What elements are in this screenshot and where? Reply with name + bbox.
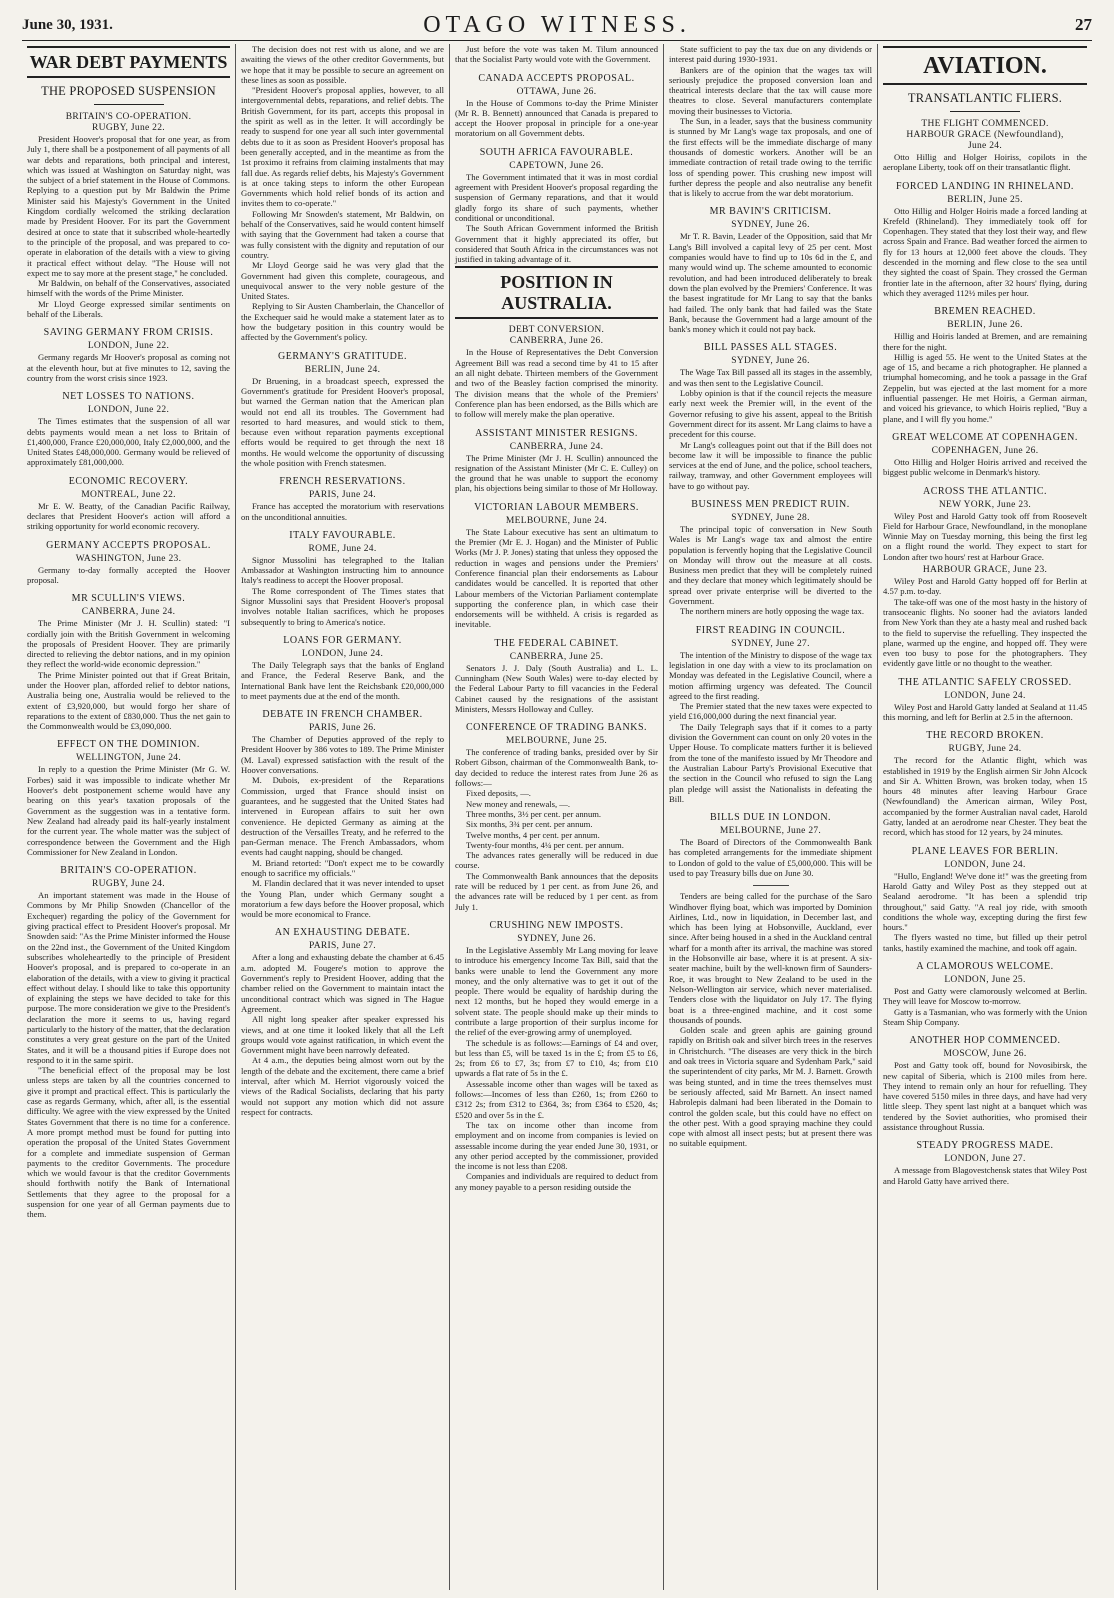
- article-paragraph: The Times estimates that the suspension of all war debts payments would mean a net loss to Britain of £1,400,000, France £20,000,000, Italy £2,000,000, and the United States £48,000,000. Germany would be relieved of approximately £81,000,000.: [27, 416, 230, 468]
- article-paragraph: Hillig and Hoiris landed at Bremen, and are remaining there for the night.: [883, 331, 1087, 352]
- newspaper-title: OTAGO WITNESS.: [423, 11, 691, 38]
- divider: [950, 111, 1020, 112]
- dateline: SYDNEY, June 26.: [731, 356, 810, 367]
- section-subheading: TRANSATLANTIC FLIERS.: [907, 91, 1063, 105]
- article-headline: STEADY PROGRESS MADE.: [916, 1140, 1054, 1152]
- article-paragraph: An important statement was made in the House of Commons by Mr Philip Snowden (Chancellor of the Exchequer) regarding the policy of the Government for giving practical effect to President Hoover's proposal. Mr Snowden said: "As the Prime Minister informed the House on the 22nd inst., the Government of the United Kingdom subscribes wholeheartedly to the principle of President Hoover's proposal, and is prepared to co-operate in an elaboration of the details, with a view to giving it practical effect without delay. I should like to take this opportunity of explaining the steps we have decided to take for this purpose. The more consideration we give to the President's declaration the more it seems to us, having regard particularly to the history of the matter, that the declaration constitutes a very great gesture on the part of the United States, and it will be a thousand pities if Europe does not respond to it in the same spirit.: [27, 890, 230, 1065]
- dateline: SYDNEY, June 27.: [731, 638, 810, 649]
- article-headline: ECONOMIC RECOVERY.: [68, 475, 189, 487]
- article-paragraph: M. Dubois, ex-president of the Reparations Commission, urged that France should insist on guarantees, and he suggested that the United States had intervened in European affairs to suit her own convenience. He depicted Germany as aiming at the destruction of the Versailles Treaty, and he referred to the pan-German menace. The French Ambassadors, whom events had caught napping, should be changed.: [241, 775, 444, 858]
- section-heading-war-debt: WAR DEBT PAYMENTS: [27, 46, 230, 78]
- dateline: WASHINGTON, June 23.: [75, 553, 182, 564]
- dateline: CANBERRA, June 26.: [509, 336, 604, 347]
- article-headline: PLANE LEAVES FOR BERLIN.: [911, 845, 1059, 857]
- column-2: [236, 44, 450, 1590]
- article-paragraph: After a long and exhausting debate the chamber at 6.45 a.m. adopted M. Fougere's motion to approve the Government's reply to President Hoover, adding that the chamber relied on the Government to maintain intact the unconditional contract which was signed in The Hague Agreement.: [241, 952, 444, 1014]
- article-paragraph: Hillig is aged 55. He went to the United States at the age of 15, and became a rich photographer. He planned a triumphal homecoming, and he took a passage in the Graf Zeppelin, but was ejected at the last moment for a more influential passenger. He met Hoiris, a German airman, and voiced his grievance, to which Hoiris replied, "Buy a plane, and I will fly you home.": [883, 351, 1087, 424]
- article-paragraph: The Chamber of Deputies approved of the reply to President Hoover by 386 votes to 189. The Prime Minister (M. Laval) expressed satisfaction with the result of the Hoover conversations.: [241, 734, 444, 776]
- article-paragraph: The Prime Minister (Mr J. H. Scullin) announced the resignation of the Assistant Minister (Mr C. E. Culley) on the ground that he was unable to support the economy plan, his objections being similar to those of Mr Holloway.: [455, 452, 658, 494]
- article-paragraph: Otto Hillig and Holger Hoiris arrived and received the biggest public welcome in Denmark's history.: [883, 456, 1087, 478]
- article-paragraph: The take-off was one of the most hasty in the history of transoceanic flights. No sooner had the aviators landed from New York than they ate a hasty meal and rushed back to the field to supervise the refuelling. They inspected the plane, warmed up the engine, and hopped off. They were even too busy to pose for the photographers. They evidently gave little or no thought to the weather.: [883, 596, 1087, 669]
- article-headline: ANOTHER HOP COMMENCED.: [909, 1035, 1061, 1047]
- article-paragraph: Replying to Sir Austen Chamberlain, the Chancellor of the Exchequer said he would make a statement later as to how the budgetary position in this country would be affected by the Government's policy.: [241, 301, 444, 343]
- article-paragraph: Mr Baldwin, on behalf of the Conservatives, associated himself with the words of the Prime Minister.: [27, 278, 230, 299]
- article-paragraph: The Rome correspondent of The Times states that Signor Mussolini says that President Hoover's proposal involves notable Italian sacrifices, which he proposes subsequently to bring to America's notice.: [241, 585, 444, 627]
- dateline: HARBOUR GRACE (Newfoundland),: [906, 130, 1064, 140]
- dateline: LONDON, June 25.: [944, 975, 1026, 986]
- rate-line: Fixed deposits, —.: [466, 788, 531, 799]
- dateline: COPENHAGEN, June 26.: [931, 445, 1039, 456]
- article-headline: EFFECT ON THE DOMINION.: [57, 739, 200, 751]
- rate-line: New money and renewals, —.: [466, 798, 571, 809]
- issue-date: June 30, 1931.: [22, 16, 113, 33]
- column-1: [22, 44, 236, 1590]
- article-paragraph: The Daily Telegraph says that the banks of England and France, the Federal Reserve Bank, and the International Bank have lent the Reichsbank £20,000,000 to meet payments due at the end of the month.: [241, 659, 444, 701]
- article-paragraph: In the House of Commons to-day the Prime Minister (Mr R. B. Bennett) announced that Canada is prepared to accept the Hoover proposal in principle for a one-year moratorium on all Government debts.: [455, 97, 658, 139]
- article-paragraph: Dr Bruening, in a broadcast speech, expressed the Government's gratitude for President Hoover's proposal, but warned the German nation that the American plan would not end all its troubles. The Government had resorted to hard measures, and would stick to them, because even without reparation payments exceptional efforts would be required to get through the next 18 months. He would welcome the opportunity of discussing the whole position with French statesmen.: [241, 375, 444, 468]
- dateline: LONDON, June 22.: [87, 405, 170, 416]
- dateline: SYDNEY, June 28.: [731, 512, 810, 523]
- article-headline: MR SCULLIN'S VIEWS.: [71, 593, 186, 605]
- article-paragraph: The Sun, in a leader, says that the business community is stunned by Mr Lang's wage tax proposals, and one of the first effects will be the immediate discharge of many thousands of domestic workers. Another will be an immediate contraction of retail trade owing to the terrific loss of spending power. This crushing new impost will further depress the people and also neutralise any benefit that is likely to accrue from the war debt moratorium.: [669, 116, 872, 199]
- article-paragraph: The State Labour executive has sent an ultimatum to the Premier (Mr E. J. Hogan) and the Minister of Public Works (Mr J. P. Jones) stating that unless they opposed the reduction in wages and pensions under the Premiers' Conference financial plan their endorsements as Labour candidates would be cancelled. It is reported that other Labour members of the Victorian Parliament contemplate supporting the conference plan, in which case their endorsements will be withheld. A crisis is regarded as inevitable.: [455, 526, 658, 630]
- article-headline: BILLS DUE IN LONDON.: [709, 812, 832, 824]
- dateline: CANBERRA, June 24.: [509, 441, 604, 452]
- article-paragraph: The advances rates generally will be reduced in due course.: [455, 850, 658, 871]
- article-paragraph: Wiley Post and Harold Gatty landed at Sealand at 11.45 this morning, and left for Berlin at 2.5 in the afternoon.: [883, 701, 1087, 722]
- section-heading-australia: POSITION IN AUSTRALIA.: [455, 266, 658, 319]
- article-paragraph: Mr E. W. Beatty, of the Canadian Pacific Railway, declares that President Hoover's action will afford a striking opportunity for world economic recovery.: [27, 500, 230, 532]
- article-paragraph: Mr Lloyd George said he was very glad that the Government had given this complete, courageous, and unequivocal answer to the very noble gesture of the United States.: [241, 260, 444, 302]
- dateline: PARIS, June 24.: [309, 490, 376, 501]
- rate-line: Six months, 3¾ per cent. per annum.: [466, 819, 593, 830]
- dateline: LONDON, June 22.: [87, 341, 170, 352]
- article-paragraph: Otto Hillig and Holger Hoiriss, copilots in the aeroplane Liberty, took off on their transatlantic flight.: [883, 152, 1087, 173]
- divider: [94, 104, 164, 105]
- article-headline: DEBATE IN FRENCH CHAMBER.: [262, 709, 423, 721]
- article-paragraph: Mr Lloyd George expressed similar sentiments on behalf of the Liberals.: [27, 298, 230, 320]
- article-paragraph: All night long speaker after speaker expressed his views, and at one time it looked likely that all the Left groups would vote against ratification, in which event the Government might have been narrowly defeated.: [241, 1014, 444, 1056]
- dateline: PARIS, June 27.: [309, 941, 376, 952]
- article-headline: ACROSS THE ATLANTIC.: [923, 485, 1047, 497]
- article-headline: GERMANY'S GRATITUDE.: [277, 350, 408, 362]
- article-paragraph: Lobby opinion is that if the council rejects the measure early next week the Premier will, in the event of the Governor refusing to give his assent, appeal to the British Government direct for its assent. Mr Lang claims to have a precedent for this course.: [669, 388, 872, 440]
- article-headline: FRENCH RESERVATIONS.: [279, 476, 406, 488]
- article-paragraph: The intention of the Ministry to dispose of the wage tax legislation in one day with a view to its proclamation on Monday was defeated in the Legislative Council, where a motion affirming urgency was defeated. The Council agreed to the first reading.: [669, 649, 872, 701]
- article-paragraph: The schedule is as follows:—Earnings of £4 and over, but less than £5, will be taxed 1s in the £; from £5 to £6, 2s; from £6 to £7, 3s; from £7 to £10, 4s; from £10 upwards a flat rate of 5s in the £.: [455, 1037, 658, 1079]
- article-headline: GERMANY ACCEPTS PROPOSAL.: [46, 539, 211, 551]
- rate-line: Three months, 3½ per cent. per annum.: [466, 808, 602, 819]
- article-paragraph: Post and Gatty took off, bound for Novosibirsk, the new capital of Siberia, which is 2100 miles from here. They intend to remain only an hour for refuelling. They have covered 5150 miles in three days, and have had very little sleep. They spent last night at a banquet which was tendered by the Soviet authorities, who promised their assistance throughout Russia.: [883, 1060, 1087, 1132]
- article-paragraph: Golden scale and green aphis are gaining ground rapidly on British oak and silver birch trees in the reserves in Christchurch. "The diseases are very thick in the birch and oak trees in Victoria square and Sydenham Park," said the superintendent of city parks, Mr M. J. Barnett. Growth was being stunted, and in time the trees themselves must be seriously affected, said Mr Barnett. An insect named Habrolepis dalmani had been liberated in the Domain to control the golden scale, but this could have no effect on the other pest. With a good spraying machine they could cope with almost all insect pests; but at present there was no suitable equipment.: [669, 1025, 872, 1149]
- section-heading-aviation: AVIATION.: [883, 46, 1087, 85]
- dateline: LONDON, June 24.: [301, 648, 384, 659]
- rate-line: Twelve months, 4 per cent. per annum.: [466, 829, 600, 840]
- article-headline: CRUSHING NEW IMPOSTS.: [489, 919, 624, 931]
- article-headline: SAVING GERMANY FROM CRISIS.: [43, 327, 214, 339]
- article-paragraph: Assessable income other than wages will be taxed as follows:—Incomes of less than £260, 1s; from £260 to £312 2s; from £312 to £364, 3s; from £364 to £520, 4s; £520 and over 5s in the £.: [455, 1078, 658, 1120]
- article-headline: AN EXHAUSTING DEBATE.: [274, 927, 411, 939]
- article-paragraph: The Board of Directors of the Commonwealth Bank has completed arrangements for the immediate shipment to London of gold to the value of £5,000,000. This will be used to pay Treasury bills due on June 30.: [669, 837, 872, 878]
- article-paragraph: Wiley Post and Harold Gatty took off from Roosevelt Field for Harbour Grace, Newfoundland, in the monoplane Winnie May on Tuesday morning, this being the first leg on a flight round the world. They expect to start for London after two hours' rest at Harbour Grace.: [883, 510, 1087, 562]
- article-headline: BRITAIN'S CO-OPERATION.: [65, 112, 192, 122]
- article-headline: ASSISTANT MINISTER RESIGNS.: [475, 427, 638, 439]
- dateline: BERLIN, June 24.: [304, 364, 381, 375]
- article-paragraph: "Hullo, England! We've done it!" was the greeting from Harold Gatty and Wiley Post as they stepped out at Sealand aerodrome. "It has been a splendid trip throughout," said Gatty. "A real joy ride, with smooth conditions the whole way, excepting during the first few hours.": [883, 870, 1087, 933]
- article-headline: DEBT CONVERSION.: [508, 325, 605, 336]
- article-paragraph: The Commonwealth Bank announces that the deposits rate will be reduced by 1 per cent. as from June 26, and the advances rate will be reduced by 1 per cent. as from July 1.: [455, 870, 658, 912]
- article-paragraph: State sufficient to pay the tax due on any dividends or interest paid during 1930-1931.: [669, 44, 872, 65]
- article-headline: LOANS FOR GERMANY.: [283, 634, 402, 646]
- divider: [753, 885, 789, 886]
- dateline: MONTREAL, June 22.: [81, 489, 176, 500]
- article-paragraph: Just before the vote was taken M. Tilum announced that the Socialist Party would vote with the Government.: [455, 44, 658, 65]
- article-paragraph: France has accepted the moratorium with reservations on the unconditional annuities.: [241, 501, 444, 522]
- article-paragraph: Bankers are of the opinion that the wages tax will seriously prejudice the proposed conversion loan and theatrical interests declare that the tax will cause more theatres to close. Several manufacturers contemplate moving their businesses to Victoria.: [669, 64, 872, 116]
- dateline: WELLINGTON, June 24.: [75, 753, 182, 764]
- article-paragraph: In the House of Representatives the Debt Conversion Agreement Bill was read a second time by 41 to 15 after an all night debate. Thirteen members of the Government and two of the Beasley faction comprised the minority. The division means that the whole of the Premiers' Conference plan has been endorsed, as the Bills which are to follow will merely make the plan operative.: [455, 347, 658, 420]
- article-paragraph: The principal topic of conversation in New South Wales is Mr Lang's wage tax and almost the entire population is fervently hoping that the Legislative Council on Monday will throw out the measure at all costs. Business men predict that they will be completely ruined and they declare that money which legitimately should be spread over private enterprise will be diverted to the Government.: [669, 523, 872, 607]
- column-3: [450, 44, 664, 1590]
- article-headline: THE RECORD BROKEN.: [926, 730, 1044, 742]
- article-paragraph: Tenders are being called for the purchase of the Saro Windhover flying boat, which was imported by Dominion Airlines, Ltd., now in liquidation, in December last, and which has been lying at Hobsonville, Auckland, ever since. After being housed in a shed in the Auckland central wharf for a month after its arrival, the machine was stored in the Hobsonville air base, where it is at present. A six-seater machine, built by the well-known firm of Saunders-Roe, it was brought to New Zealand to be used in the Nelson-Wellington air service, which never materialised. Tenders close with the liquidator on July 17. The flying boat is a three-engined machine, and it cost some thousands of pounds.: [669, 891, 872, 1025]
- dateline: LONDON, June 24.: [944, 859, 1026, 870]
- page-number: 27: [1075, 15, 1092, 34]
- article-paragraph: In reply to a question the Prime Minister (Mr G. W. Forbes) said it was impossible to indicate whether Mr Hoover's debt postponement scheme would have any bearing on this year's taxation proposals of the Government as the suggestion was in a tentative form. New Zealand had already paid its half-yearly instalment for the current year. The whole matter was the subject of correspondence between the Government and the High Commissioner for New Zealand in London.: [27, 764, 230, 857]
- article-paragraph: The Wage Tax Bill passed all its stages in the assembly, and was then sent to the Legislative Council.: [669, 367, 872, 388]
- dateline: SYDNEY, June 26.: [517, 933, 596, 944]
- article-paragraph: The flyers wasted no time, but filled up their petrol tanks, hastily examined the machine, and took off again.: [883, 932, 1087, 953]
- article-paragraph: The record for the Atlantic flight, which was established in 1919 by the English airmen Sir John Alcock and Sir A. Whitten Brown, was broken today, when 15 hours 48 minutes after leaving Harbour Grace (Newfoundland) the American airman, Wiley Post, accompanied by the former Australian naval cadet, Harold Gatty, landed at an aerodrome near Chester. They beat the record, which has stood for 12 years, by 24 minutes.: [883, 755, 1087, 838]
- dateline: June 24.: [967, 141, 1003, 151]
- article-headline: SOUTH AFRICA FAVOURABLE.: [479, 146, 634, 158]
- article-paragraph: The tax on income other than income from employment and on income from companies is levied on assessable income during the year ended June 30, 1931, or any other period accepted by the commissioner, provided the income is not less than £208.: [455, 1119, 658, 1172]
- article-headline: BRITAIN'S CO-OPERATION.: [60, 865, 197, 877]
- article-paragraph: M. Flandin declared that it was never intended to upset the Young Plan, under which Germany sought a moratorium a few days before the Hoover proposal, which would be more economical to France.: [241, 878, 444, 920]
- article-paragraph: The Premier stated that the new taxes were expected to yield £16,000,000 during the next financial year.: [669, 701, 872, 722]
- article-paragraph: Mr T. R. Bavin, Leader of the Opposition, said that Mr Lang's Bill involved a capital levy of 25 per cent. Most companies would have to find up to 10s 6d in the £, and many would wind up. The scheme amounted to economic revolution, and had been introduced deliberately to break down the plan evolved by the Premiers' Conference. It was the basest ingratitude for Mr Lang to say that the banks had failed. The only bank that had failed was the State Bank, because the Government had a large amount of the bank's money which it could not pay back.: [669, 231, 872, 335]
- dateline: MELBOURNE, June 24.: [505, 515, 608, 526]
- article-paragraph: Senators J. J. Daly (South Australia) and L. L. Cunningham (New South Wales) were to-day elected by the Federal Labour Party to fill vacancies in the Federal Cabinet caused by the resignations of the assistant Ministers, Messrs Holloway and Culley.: [455, 662, 658, 714]
- columns: [22, 44, 1092, 1590]
- article-headline: ITALY FAVOURABLE.: [289, 529, 396, 541]
- article-headline: BILL PASSES ALL STAGES.: [703, 342, 838, 354]
- article-headline: THE FLIGHT COMMENCED.: [921, 119, 1049, 129]
- rate-line: Twenty-four months, 4¼ per cent. per annum.: [466, 839, 624, 850]
- section-subheading: THE PROPOSED SUSPENSION: [41, 84, 216, 98]
- article-paragraph: Mr Lang's colleagues point out that if the Bill does not become law it will be impossible to finance the public services at the end of June, and the police, school teachers, railway, tramway, and other Government employees will have to go without pay.: [669, 439, 872, 491]
- column-4: [664, 44, 878, 1590]
- dateline: SYDNEY, June 26.: [731, 220, 810, 231]
- article-headline: FIRST READING IN COUNCIL.: [695, 624, 846, 636]
- dateline: CANBERRA, June 24.: [81, 607, 176, 618]
- article-headline: FORCED LANDING IN RHINELAND.: [896, 180, 1074, 192]
- article-headline: BUSINESS MEN PREDICT RUIN.: [691, 498, 850, 510]
- article-paragraph: President Hoover's proposal that for one year, as from July 1, there shall be a postponement of all payments of all war debts and reparations, both principal and interest, which was issued at Washington on Saturday night, was the subject of a brief statement in the House of Commons. Replying to a question put by Mr Baldwin the Prime Minister said his Majesty's Government in the United Kingdom cordially welcomed the striking declaration made by President Hoover. For its part the Government desired at once to state that it subscribed whole-heartedly to the principle of the proposal, and was prepared to co-operate in elaboration of the details with a view to giving it practical effect without delay. "The House will not expect me to say more at the present stage," he concluded.: [27, 134, 230, 278]
- article-paragraph: Otto Hillig and Holger Hoiris made a forced landing at Krefeld (Rhineland). They immediately took off for Copenhagen. They stated that they lost their way, and flew across Spain and France. Bad weather forced the airmen to fly for 13 hours at 12,000 feet above the clouds. They descended in the morning and flew close to the sea until they sighted the coast of Spain. They crossed the German frontier late in the afternoon, after 32 hours' flying, during which they averaged 112½ miles per hour.: [883, 205, 1087, 298]
- dateline: RUGBY, June 24.: [92, 879, 165, 890]
- article-paragraph: The Prime Minister (Mr J. H. Scullin) stated: "I cordially join with the British Government in welcoming the proposals of President Hoover. They are primarily directed to relieving the debtor nations, and in my opinion they reflect the world-wide economic depression.": [27, 618, 230, 670]
- article-paragraph: The northern miners are hotly opposing the wage tax.: [680, 606, 864, 617]
- dateline: HARBOUR GRACE, June 23.: [922, 565, 1048, 576]
- dateline: CAPETOWN, June 26.: [509, 160, 604, 171]
- article-paragraph: A message from Blagovestchensk states that Wiley Post and Harold Gatty have arrived there.: [883, 1165, 1087, 1186]
- dateline: BERLIN, June 26.: [947, 320, 1023, 331]
- article-paragraph: The Daily Telegraph says that if it comes to a party division the Government can count on only 20 votes in the Upper House. To complicate matters further it is believed from the tone of the manifesto issued by Mr Theodore and the Australian Labour Party's Provisional Executive that the section in the Council who refused to sign the Lang plan pledge will assist the Nationalists in defeating the Bill.: [669, 721, 872, 804]
- article-paragraph: "The beneficial effect of the proposal may be lost unless steps are taken by all the countries concerned to give it prompt and practical effect. This is particularly the case as regards Germany, which, after all, is the essential difficulty. We agree with the view expressed by the United States Government that there is no time for a conference. A more prompt method must be found for putting into operation the proposal of the United States Government for a complete and immediate suspension of German payments to the creditor Governments. The procedure which we would favour is that the creditor Governments should forthwith notify the Bank of International Settlements that they agree to the proposal for a suspension for one year of all German payments due to them.: [27, 1065, 230, 1220]
- article-headline: VICTORIAN LABOUR MEMBERS.: [474, 501, 639, 513]
- dateline: BERLIN, June 25.: [947, 194, 1023, 205]
- dateline: CANBERRA, June 25.: [509, 651, 604, 662]
- article-paragraph: "President Hoover's proposal applies, however, to all intergovernmental debts, reparations, and relief debts. The British Government, for its part, accepts this proposal in the spirit as well as in the letter. It will accordingly be ready to suspend for one year all such inter governmental debts due to it as soon as President Hoover's proposal has been generally accepted, and in the meantime as from the 1st proximo it refrains from claiming instalments that may fall due. As regards relief debts, his Majesty's Government is at once taking steps to inform the other European Governments which hold relief bonds of its action and invites them to co-operate.": [241, 85, 444, 209]
- dateline: PARIS, June 26.: [309, 723, 376, 734]
- article-headline: GREAT WELCOME AT COPENHAGEN.: [892, 431, 1078, 443]
- dateline: MOSCOW, June 26.: [943, 1049, 1027, 1060]
- article-paragraph: Post and Gatty were clamorously welcomed at Berlin. They will leave for Moscow to-morrow.: [883, 986, 1087, 1007]
- dateline: OTTAWA, June 26.: [516, 86, 597, 97]
- article-headline: NET LOSSES TO NATIONS.: [62, 391, 195, 403]
- dateline: ROME, June 24.: [308, 543, 377, 554]
- article-headline: A CLAMOROUS WELCOME.: [916, 961, 1054, 973]
- article-paragraph: Companies and individuals are required to deduct from any money payable to a person residing outside the: [455, 1171, 658, 1192]
- article-paragraph: The Prime Minister pointed out that if Great Britain, under the Hoover plan, afforded relief to debtor nations, Australia being one, Australia would be relieved to the extent of £3,920,000, but would forgo her share of reparations to the extent of £830,000. Thus the net gain to the Commonwealth would be £3,090,000.: [27, 669, 230, 732]
- dateline: MELBOURNE, June 27.: [719, 826, 822, 837]
- dateline: MELBOURNE, June 25.: [505, 736, 608, 747]
- article-paragraph: The Government intimated that it was in most cordial agreement with President Hoover's proposal regarding the suspension of Germany reparations, and that it would gladly forgo its share of such payments, whether conditional or unconditional.: [455, 171, 658, 223]
- dateline: LONDON, June 27.: [944, 1154, 1026, 1165]
- dateline: NEW YORK, June 23.: [938, 499, 1032, 510]
- article-paragraph: Gatty is a Tasmanian, who was formerly with the Union Steam Ship Company.: [883, 1006, 1087, 1027]
- dateline: LONDON, June 24.: [944, 690, 1026, 701]
- article-paragraph: At 4 a.m., the deputies being almost worn out by the length of the debate and the excitement, there came a brief interval, after which M. Herriot vigorously voiced the views of the Radical Socialists, declaring that his party would not support any motion which did not assure respect for contracts.: [241, 1055, 444, 1117]
- article-paragraph: Signor Mussolini has telegraphed to the Italian Ambassador at Washington instructing him to announce Italy's readiness to accept the Hoover proposal.: [241, 554, 444, 586]
- dateline: RUGBY, June 22.: [92, 123, 165, 133]
- dateline: RUGBY, June 24.: [948, 744, 1022, 755]
- masthead: [22, 10, 1092, 41]
- article-paragraph: The South African Government informed the British Government that it highly appreciated its offer, but considered that South Africa in the circumstances was not justified in taking advantage of it.: [455, 223, 658, 265]
- article-paragraph: Wiley Post and Harold Gatty hopped off for Berlin at 4.57 p.m. to-day.: [883, 576, 1087, 597]
- article-paragraph: Following Mr Snowden's statement, Mr Baldwin, on behalf of the Conservatives, said he would content himself with saying that the Government had taken a course that was fully consistent with the dignity and reputation of our country.: [241, 208, 444, 260]
- article-headline: CANADA ACCEPTS PROPOSAL.: [478, 72, 635, 84]
- article-paragraph: Germany to-day formally accepted the Hoover proposal.: [27, 564, 230, 585]
- article-paragraph: The conference of trading banks, presided over by Sir Robert Gibson, chairman of the Commonwealth Bank, to-day decided to reduce the interest rates from June 26 as follows:—: [455, 747, 658, 789]
- article-headline: MR BAVIN'S CRITICISM.: [709, 206, 832, 218]
- article-paragraph: Germany regards Mr Hoover's proposal as coming not at the eleventh hour, but at five minutes to 12, saving the country from the worst crisis since 1923.: [27, 352, 230, 383]
- article-headline: THE ATLANTIC SAFELY CROSSED.: [898, 676, 1072, 688]
- article-paragraph: The decision does not rest with us alone, and we are awaiting the views of the other creditor Governments, but we hope that it may be possible to secure an agreement on these lines as soon as possible.: [241, 44, 444, 85]
- article-headline: BREMEN REACHED.: [934, 306, 1036, 318]
- column-5: [878, 44, 1092, 1590]
- article-paragraph: M. Briand retorted: "Don't expect me to be cowardly enough to sacrifice my officials.": [241, 857, 444, 878]
- article-headline: CONFERENCE OF TRADING BANKS.: [465, 722, 648, 734]
- article-headline: THE FEDERAL CABINET.: [494, 637, 619, 649]
- article-paragraph: In the Legislative Assembly Mr Lang moving for leave to introduce his emergency Income Tax Bill, said that the banks were unable to lend the Government any more money, and the only alternative was to get it out of the people. There would be equality of hardship during the next 12 months, but he hoped they would emerge in a solvent state. The people should make up their minds to contribute a large proportion of their surplus income for the relief of the ever-growing army of unemployed.: [455, 944, 658, 1038]
